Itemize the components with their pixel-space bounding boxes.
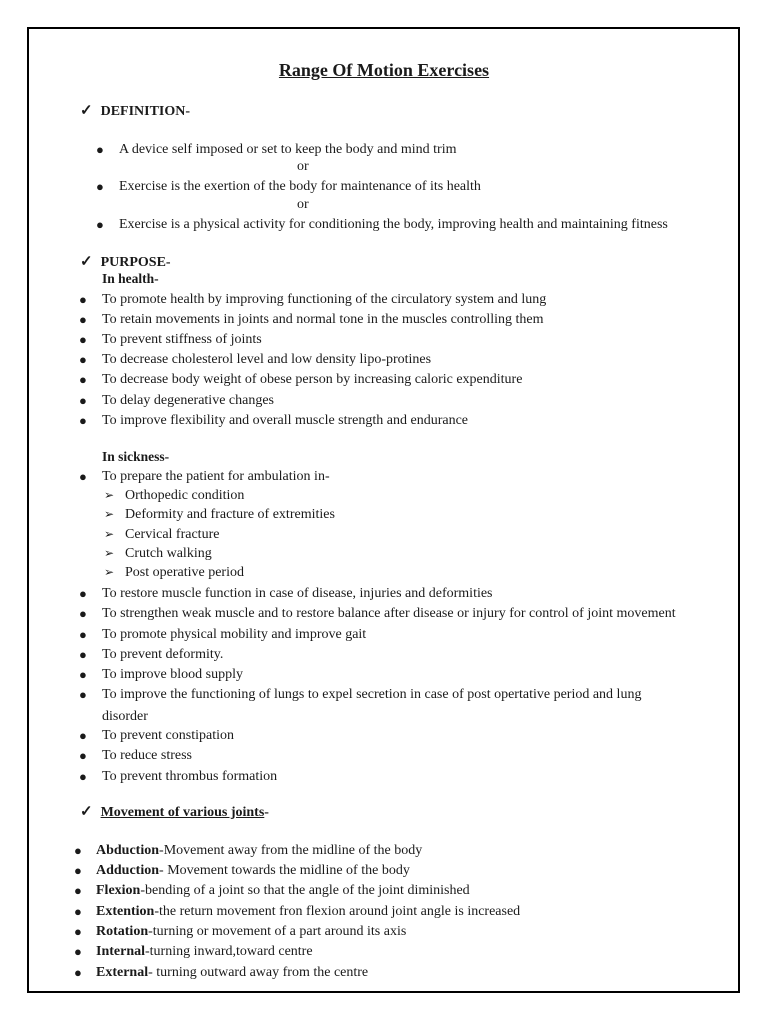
- movements-heading-label: Movement of various joints: [100, 805, 265, 820]
- movement-term: Extention: [96, 904, 155, 919]
- movement-item: [96, 903, 520, 921]
- bullet-icon: ●: [79, 728, 87, 743]
- health-item: To delay degenerative changes: [102, 393, 274, 408]
- movement-description: - turning outward away from the centre: [148, 965, 369, 980]
- movement-description: -Movement away from the midline of the body: [159, 843, 423, 858]
- definition-item: Exercise is the exertion of the body for maintenance of its health: [119, 179, 481, 194]
- bullet-icon: ●: [96, 179, 104, 194]
- bullet-icon: ●: [96, 217, 104, 232]
- movement-item: [96, 943, 313, 961]
- checkmark-icon: ✓: [80, 804, 93, 820]
- movement-description: -the return movement fron flexion around joint angle is increased: [154, 904, 521, 919]
- ambulation-subitem: Orthopedic condition: [125, 488, 245, 503]
- movement-term: Internal: [96, 944, 145, 959]
- bullet-icon: ●: [79, 469, 87, 484]
- movement-term: Abduction: [96, 843, 160, 858]
- health-item: To decrease body weight of obese person by increasing caloric expenditure: [102, 372, 523, 387]
- bullet-icon: ●: [74, 944, 82, 959]
- movement-description: - Movement towards the midline of the body: [159, 863, 410, 878]
- arrow-bullet-icon: ➢: [104, 507, 115, 521]
- definition-heading-label: DEFINITION-: [100, 104, 191, 119]
- sickness-item: To promote physical mobility and improve gait: [102, 627, 367, 642]
- sickness-item: disorder: [102, 709, 148, 724]
- movement-term: Rotation: [96, 924, 149, 939]
- arrow-bullet-icon: ➢: [104, 565, 115, 579]
- bullet-icon: ●: [79, 332, 87, 347]
- arrow-bullet-icon: ➢: [104, 546, 115, 560]
- sickness-item: To prevent thrombus formation: [102, 769, 278, 784]
- movements-heading: [80, 802, 269, 821]
- in-sickness-heading: In sickness-: [102, 449, 170, 464]
- bullet-icon: ●: [79, 372, 87, 387]
- definition-heading: [80, 101, 190, 120]
- bullet-icon: ●: [79, 667, 87, 682]
- bullet-icon: ●: [79, 292, 87, 307]
- sickness-item: To strengthen weak muscle and to restore balance after disease or injury for control of joint movement: [102, 606, 676, 621]
- bullet-icon: ●: [96, 142, 104, 157]
- bullet-icon: ●: [79, 627, 87, 642]
- or-separator: or: [297, 159, 309, 174]
- sickness-item: To prevent constipation: [102, 728, 234, 743]
- movement-term: Adduction: [96, 863, 160, 878]
- bullet-icon: ●: [79, 606, 87, 621]
- page-title: Range Of Motion Exercises: [278, 60, 490, 80]
- definition-item: Exercise is a physical activity for conditioning the body, improving health and maintaining fitness: [119, 217, 668, 232]
- purpose-heading: [80, 252, 171, 271]
- bullet-icon: ●: [79, 352, 87, 367]
- bullet-icon: ●: [79, 586, 87, 601]
- ambulation-subitem: Crutch walking: [125, 546, 212, 561]
- health-item: To promote health by improving functioning of the circulatory system and lung: [102, 292, 547, 307]
- bullet-icon: ●: [74, 863, 82, 878]
- movement-description: -turning or movement of a part around its axis: [148, 924, 407, 939]
- checkmark-icon: ✓: [80, 103, 93, 119]
- sickness-item: To prepare the patient for ambulation in-: [102, 469, 330, 484]
- movement-item: [96, 882, 470, 900]
- movement-description: -turning inward,toward centre: [145, 944, 313, 959]
- bullet-icon: ●: [79, 687, 87, 702]
- bullet-icon: ●: [79, 769, 87, 784]
- movements-heading-suffix: -: [264, 805, 269, 820]
- bullet-icon: ●: [74, 883, 82, 898]
- bullet-icon: ●: [79, 393, 87, 408]
- arrow-bullet-icon: ➢: [104, 488, 115, 502]
- sickness-item: To reduce stress: [102, 748, 192, 763]
- movement-description: -bending of a joint so that the angle of the joint diminished: [140, 883, 470, 898]
- sickness-item: To improve the functioning of lungs to expel secretion in case of post opertative period and lung: [102, 687, 642, 702]
- ambulation-subitem: Post operative period: [125, 565, 244, 580]
- bullet-icon: ●: [79, 647, 87, 662]
- ambulation-subitem: Cervical fracture: [125, 527, 220, 542]
- definition-item: A device self imposed or set to keep the body and mind trim: [119, 142, 457, 157]
- bullet-icon: ●: [74, 965, 82, 980]
- movement-term: External: [96, 965, 149, 980]
- bullet-icon: ●: [79, 312, 87, 327]
- arrow-bullet-icon: ➢: [104, 527, 115, 541]
- movement-item: [96, 862, 410, 880]
- movement-item: [96, 964, 368, 982]
- sickness-item: To improve blood supply: [102, 667, 243, 682]
- bullet-icon: ●: [79, 748, 87, 763]
- bullet-icon: ●: [74, 843, 82, 858]
- movement-item: [96, 842, 422, 860]
- ambulation-subitem: Deformity and fracture of extremities: [125, 507, 335, 522]
- sickness-item: To prevent deformity.: [102, 647, 224, 662]
- movement-item: [96, 923, 406, 941]
- bullet-icon: ●: [74, 924, 82, 939]
- in-health-heading: In health-: [102, 271, 159, 286]
- health-item: To improve flexibility and overall muscle strength and endurance: [102, 413, 469, 428]
- health-item: To retain movements in joints and normal tone in the muscles controlling them: [102, 312, 544, 327]
- bullet-icon: ●: [74, 904, 82, 919]
- bullet-icon: ●: [79, 413, 87, 428]
- purpose-heading-label: PURPOSE-: [100, 255, 171, 270]
- health-item: To prevent stiffness of joints: [102, 332, 262, 347]
- movement-term: Flexion: [96, 883, 141, 898]
- checkmark-icon: ✓: [80, 254, 93, 270]
- sickness-item: To restore muscle function in case of disease, injuries and deformities: [102, 586, 493, 601]
- health-item: To decrease cholesterol level and low density lipo-protines: [102, 352, 432, 367]
- or-separator: or: [297, 197, 309, 212]
